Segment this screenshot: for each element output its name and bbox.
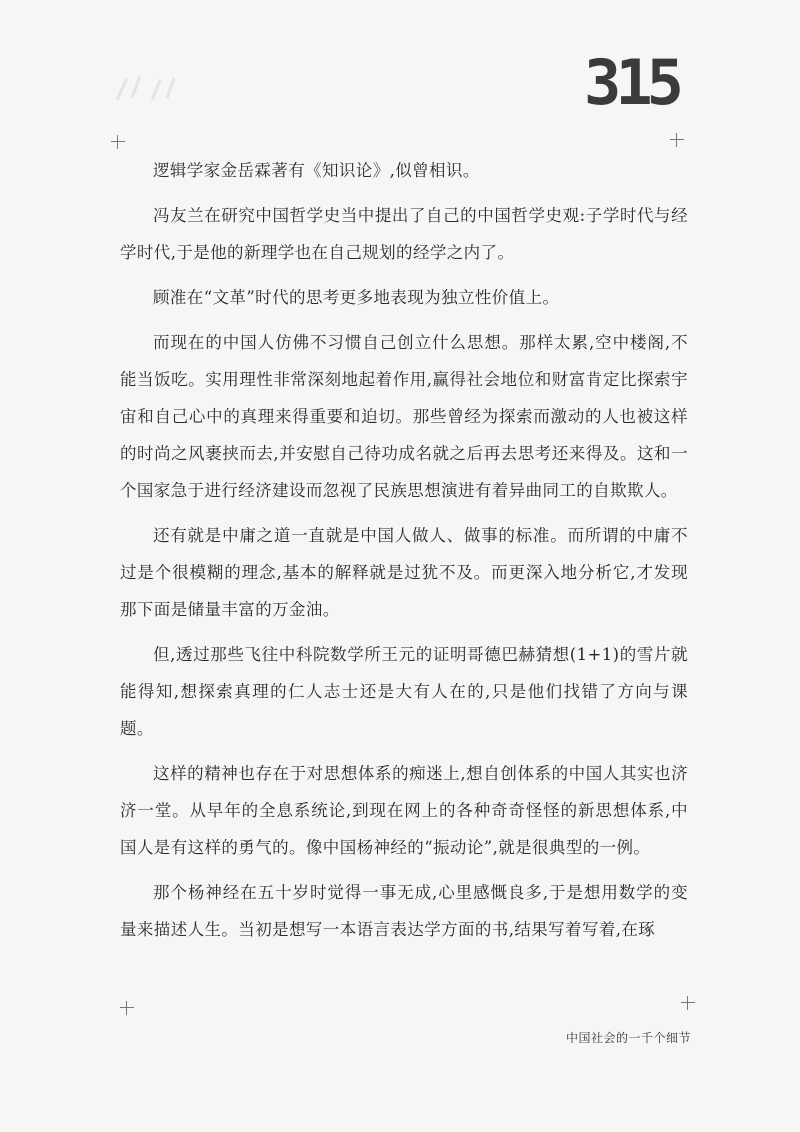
crop-mark-top-right: [670, 133, 684, 147]
faint-stamp-mark: [112, 70, 182, 110]
body-text: [120, 152, 688, 956]
paragraph: 但,透过那些飞往中科院数学所王元的证明哥德巴赫猜想(1+1)的雪片就能得知,想探索真理的仁人志士还是大有人在的,只是他们找错了方向与课题。: [120, 645, 688, 738]
paragraph: 而现在的中国人仿佛不习惯自己创立什么思想。那样太累,空中楼阁,不能当饭吃。实用理性非常深刻地起着作用,赢得社会地位和财富肯定比探索宇宙和自己心中的真理来得重要和迫切。那些曾经为探索而激动的人也被这样的时尚之风裹挟而去,并安慰自己待功成名就之后再去思考还来得及。这和一个国家急于进行经济建设而忽视了民族思想演进有着异曲同工的自欺欺人。: [120, 333, 688, 500]
page-number: 315: [584, 46, 678, 119]
paragraph: 那个杨神经在五十岁时觉得一事无成,心里感慨良多,于是想用数学的变量来描述人生。当初是想写一本语言表达学方面的书,结果写着写着,在琢: [120, 883, 688, 939]
footer-book-title: 中国社会的一千个细节: [566, 1031, 692, 1045]
crop-mark-bottom-right: [681, 996, 695, 1010]
crop-mark-bottom-left: [120, 1001, 134, 1015]
paragraph: 逻辑学家金岳霖著有《知识论》,似曾相识。: [153, 161, 480, 180]
paragraph: 顾准在“文革”时代的思考更多地表现为独立性价值上。: [153, 288, 560, 307]
crop-mark-top-left: [111, 135, 125, 149]
paragraph: 这样的精神也存在于对思想体系的痴迷上,想自创体系的中国人其实也济济一堂。从早年的全息系统论,到现在网上的各种奇奇怪怪的新思想体系,中国人是有这样的勇气的。像中国杨神经的“振动论”,就是很典型的一例。: [120, 764, 688, 857]
paragraph: 还有就是中庸之道一直就是中国人做人、做事的标准。而所谓的中庸不过是个很模糊的理念,基本的解释就是过犹不及。而更深入地分析它,才发现那下面是储量丰富的万金油。: [120, 526, 688, 619]
paragraph: 冯友兰在研究中国哲学史当中提出了自己的中国哲学史观:子学时代与经学时代,于是他的新理学也在自己规划的经学之内了。: [120, 206, 688, 262]
